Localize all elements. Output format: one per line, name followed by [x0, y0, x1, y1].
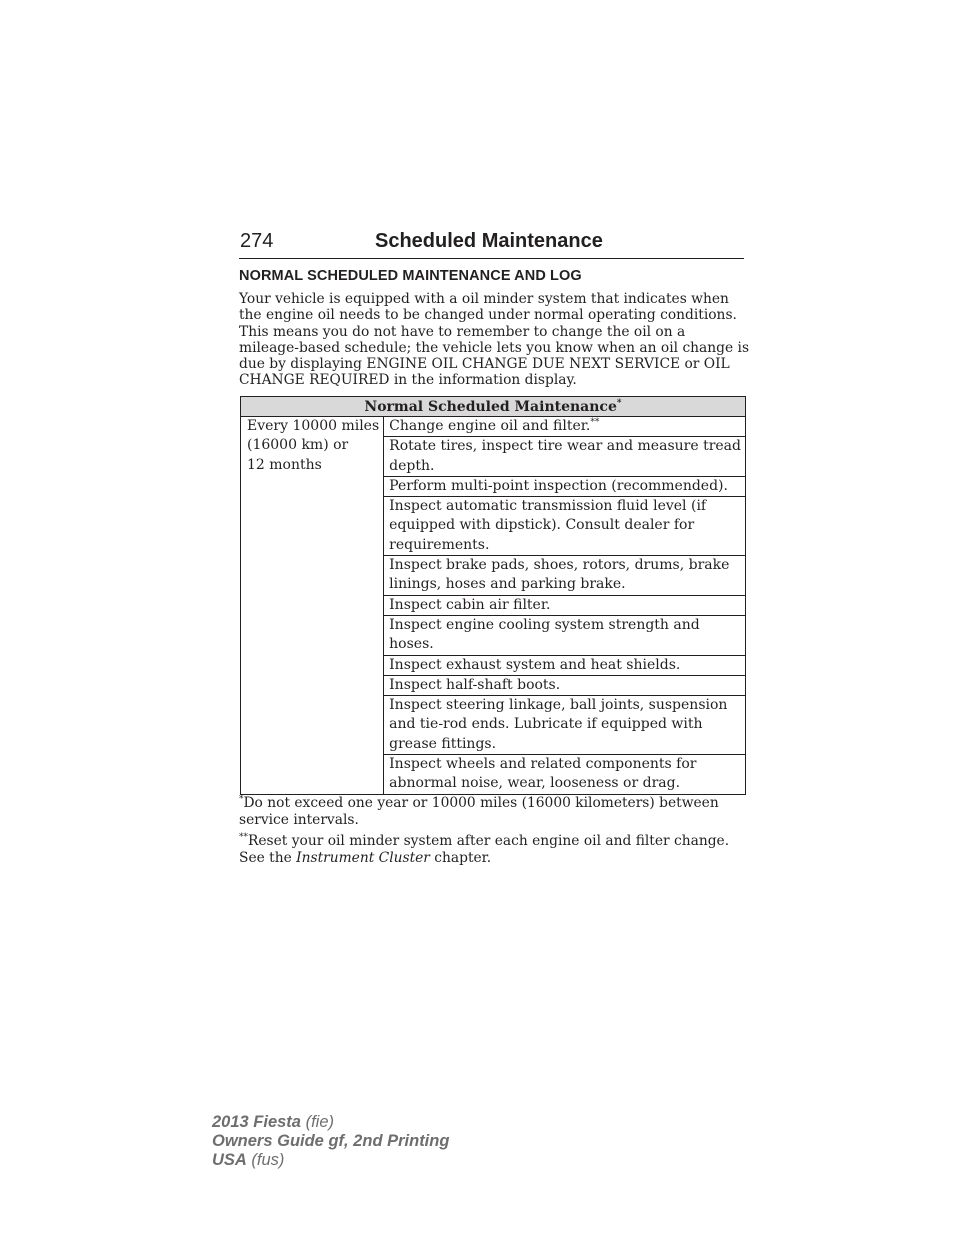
maintenance-task-line: Inspect cabin air filter. — [389, 596, 551, 613]
maintenance-task-line: Inspect half-shaft boots. — [389, 676, 561, 693]
service-interval-line: 12 months — [247, 456, 322, 473]
footnote-2-pre: See the — [239, 849, 297, 866]
footnote-mark: ** — [590, 417, 600, 428]
maintenance-task-line: and tie-rod ends. Lubricate if equipped with — [389, 716, 703, 733]
maintenance-task-line: linings, hoses and parking brake. — [389, 576, 626, 593]
intro-line: the engine oil needs to be changed under normal operating conditions. — [239, 307, 737, 324]
maintenance-task-line: requirements. — [389, 536, 490, 553]
table-header-label: Normal Scheduled Maintenance — [364, 399, 617, 415]
footnote-2-mark: ** — [239, 832, 248, 843]
maintenance-task-line: Inspect wheels and related components for — [389, 756, 697, 773]
maintenance-task-line: depth. — [389, 457, 435, 474]
page-number: 274 — [240, 230, 274, 252]
table-header — [241, 397, 746, 417]
maintenance-task-cell — [384, 675, 746, 695]
maintenance-task-line: equipped with dipstick). Consult dealer for — [389, 517, 695, 534]
table-header-mark: * — [616, 398, 622, 409]
footnote-1-mark: * — [239, 794, 244, 805]
table-row — [241, 417, 746, 437]
maintenance-task-line: Inspect brake pads, shoes, rotors, drums, brake — [389, 557, 730, 574]
footer-line-3 — [212, 1151, 449, 1170]
footer-market: USA — [212, 1151, 247, 1169]
table-header-row — [241, 397, 746, 417]
footer-guide: Owners Guide gf, 2nd Printing — [212, 1132, 450, 1150]
maintenance-task-line: Perform multi-point inspection (recommended). — [389, 477, 728, 494]
footnote-1-line-2: service intervals. — [239, 811, 359, 828]
maintenance-task-cell — [384, 696, 746, 755]
chapter-reference: Instrument Cluster — [296, 849, 430, 866]
page-footer — [212, 1113, 449, 1170]
maintenance-task-line: Inspect engine cooling system strength and — [389, 616, 700, 633]
maintenance-task-line: Inspect steering linkage, ball joints, suspension — [389, 697, 728, 714]
maintenance-task-cell — [384, 556, 746, 596]
maintenance-task-line — [389, 417, 741, 436]
service-interval-line: (16000 km) or — [247, 437, 349, 454]
chapter-title: Scheduled Maintenance — [375, 230, 603, 252]
footer-model-code: (fie) — [300, 1113, 334, 1131]
footer-line-1 — [212, 1113, 449, 1132]
intro-line: mileage-based schedule; the vehicle lets you know when an oil change is — [239, 339, 750, 356]
footnote-2-text-1: Reset your oil minder system after each engine oil and filter change. — [248, 833, 730, 849]
table-body — [241, 417, 746, 795]
footer-line-2 — [212, 1132, 449, 1151]
footnote-1 — [239, 795, 744, 828]
intro-line: This means you do not have to remember to change the oil on a — [239, 323, 686, 340]
footnote-2-line-2 — [239, 850, 744, 867]
maintenance-task-cell — [384, 595, 746, 615]
maintenance-task-line: Inspect exhaust system and heat shields. — [389, 656, 681, 673]
section-heading: NORMAL SCHEDULED MAINTENANCE AND LOG — [239, 268, 582, 284]
intro-paragraph — [239, 291, 750, 389]
intro-line: CHANGE REQUIRED in the information display. — [239, 372, 577, 389]
maintenance-task-line: Inspect automatic transmission fluid level (if — [389, 498, 707, 515]
maintenance-task-line: grease fittings. — [389, 735, 497, 752]
footer-market-code: (fus) — [246, 1151, 285, 1169]
maintenance-task-cell — [384, 417, 746, 437]
maintenance-task-cell — [384, 655, 746, 675]
intro-line: Your vehicle is equipped with a oil minder system that indicates when — [239, 291, 729, 307]
service-interval-cell — [241, 417, 384, 795]
maintenance-task-cell — [384, 497, 746, 556]
intro-line: due by displaying ENGINE OIL CHANGE DUE NEXT SERVICE or OIL — [239, 356, 730, 373]
maintenance-task-cell — [384, 437, 746, 477]
page-header — [239, 228, 744, 259]
maintenance-task-line: abnormal noise, wear, looseness or drag. — [389, 775, 681, 792]
maintenance-task-text: Change engine oil and filter. — [389, 418, 591, 434]
footnote-2-line-1 — [239, 833, 744, 850]
footnote-1-line-1 — [239, 795, 744, 812]
footnote-2 — [239, 833, 744, 866]
footer-model: 2013 Fiesta — [212, 1113, 301, 1131]
maintenance-table — [240, 396, 746, 795]
maintenance-task-cell — [384, 615, 746, 655]
maintenance-task-line: hoses. — [389, 636, 434, 653]
footnote-2-post: chapter. — [429, 849, 492, 866]
maintenance-task-line: Rotate tires, inspect tire wear and measure tread — [389, 438, 741, 455]
footnote-1-text-1: Do not exceed one year or 10000 miles (16000 kilometers) between — [243, 795, 719, 811]
service-interval-line: Every 10000 miles — [247, 418, 380, 434]
maintenance-task-cell — [384, 476, 746, 496]
maintenance-task-cell — [384, 755, 746, 795]
